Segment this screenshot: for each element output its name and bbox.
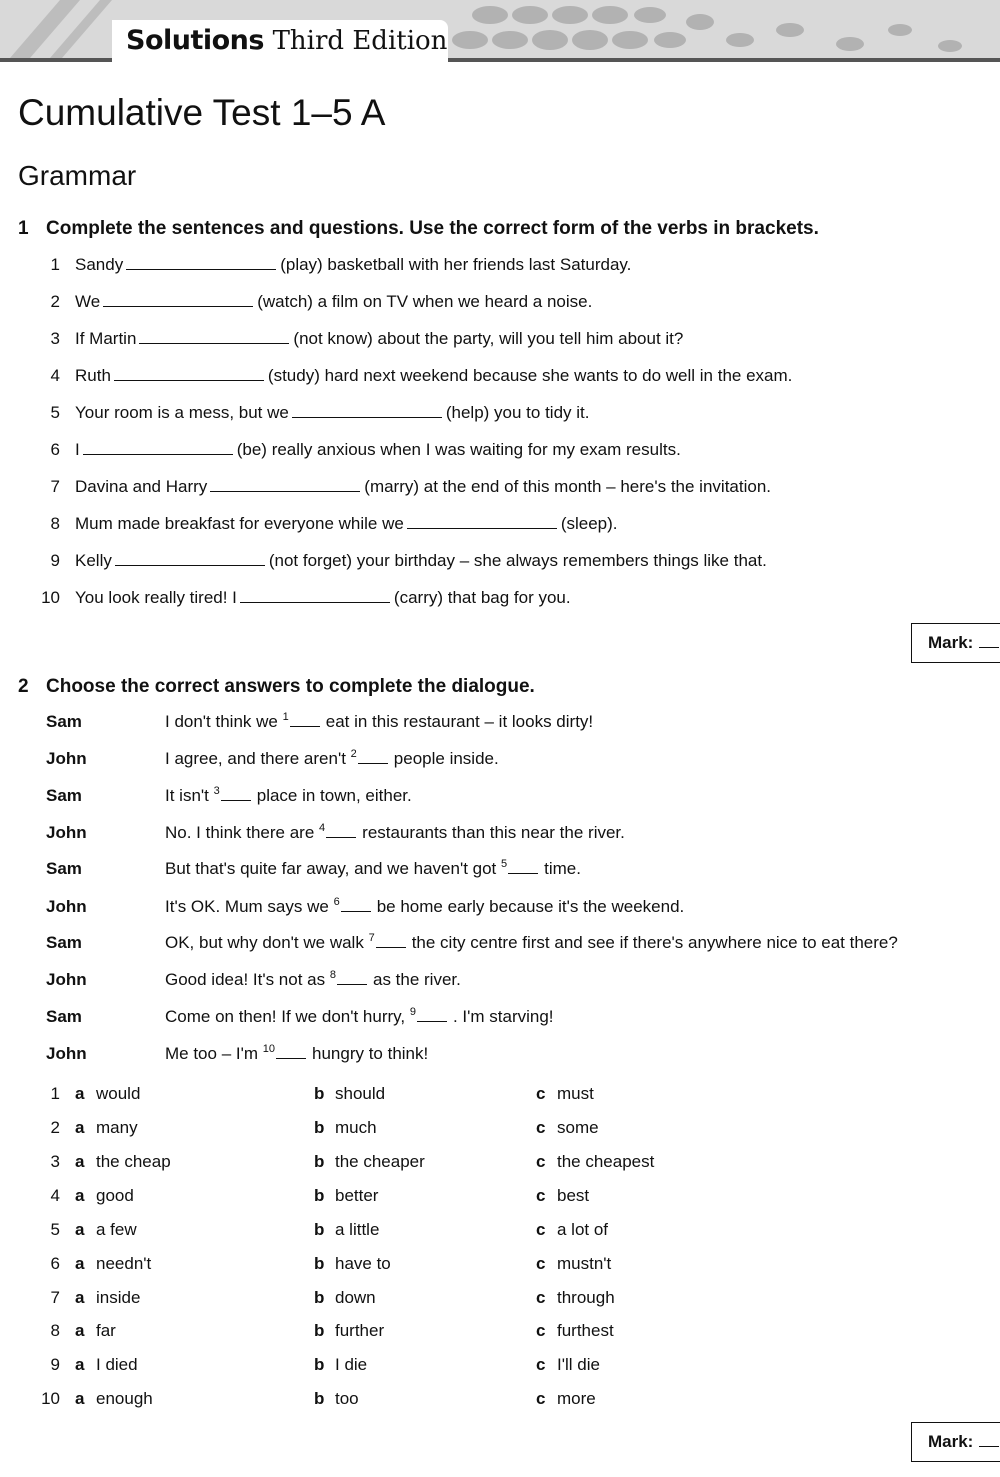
item-number: 5 bbox=[50, 403, 60, 422]
option-a[interactable] bbox=[75, 1151, 171, 1173]
sentence-end: (carry) that bag for you. bbox=[393, 588, 571, 607]
task1-mark-label: Mark: bbox=[928, 633, 974, 652]
gap-number: 7 bbox=[368, 932, 375, 944]
option-letter: c bbox=[536, 1355, 546, 1374]
line-start: Come on then! If we don't hurry, bbox=[165, 1007, 406, 1026]
sentence-end: (study) hard next weekend because she wants to do well in the exam. bbox=[267, 366, 793, 385]
option-number: 10 bbox=[41, 1389, 60, 1408]
page-title: Cumulative Test 1–5 A bbox=[18, 92, 386, 133]
answer-blank[interactable] bbox=[407, 513, 557, 529]
option-letter: c bbox=[536, 1288, 546, 1307]
option-text: enough bbox=[96, 1389, 153, 1408]
option-text: many bbox=[96, 1118, 138, 1137]
sentence-item bbox=[34, 439, 681, 461]
option-row bbox=[34, 1185, 734, 1207]
sentence-item bbox=[34, 513, 618, 535]
line-end: restaurants than this near the river. bbox=[362, 823, 625, 842]
speaker-name: John bbox=[46, 823, 87, 842]
item-number: 8 bbox=[50, 514, 60, 533]
gap-number: 1 bbox=[282, 711, 289, 723]
brand-edition: Third Edition bbox=[272, 26, 448, 56]
option-b[interactable] bbox=[314, 1320, 384, 1342]
task2-mark-label: Mark: bbox=[928, 1432, 974, 1451]
dialogue-gap[interactable] bbox=[358, 749, 388, 764]
option-a[interactable] bbox=[75, 1354, 138, 1376]
dialogue-gap[interactable] bbox=[290, 712, 320, 727]
sentence-start: We bbox=[75, 292, 101, 311]
option-text: furthest bbox=[557, 1321, 614, 1340]
answer-blank[interactable] bbox=[126, 254, 276, 270]
item-number: 3 bbox=[50, 329, 60, 348]
dialogue-line bbox=[46, 822, 625, 844]
speaker-name: Sam bbox=[46, 859, 82, 878]
sentence-item bbox=[34, 291, 592, 313]
line-start: But that's quite far away, and we haven't got bbox=[165, 859, 497, 878]
option-text: needn't bbox=[96, 1254, 152, 1273]
speaker-name: Sam bbox=[46, 933, 82, 952]
dialogue-line bbox=[46, 932, 898, 954]
speaker-name: Sam bbox=[46, 1007, 82, 1026]
option-text: a few bbox=[96, 1220, 137, 1239]
option-row bbox=[34, 1117, 734, 1139]
task2-mark-box bbox=[911, 1422, 1000, 1462]
option-a[interactable] bbox=[75, 1219, 137, 1241]
option-text: some bbox=[557, 1118, 599, 1137]
option-b[interactable] bbox=[314, 1253, 391, 1275]
option-text: much bbox=[335, 1118, 377, 1137]
option-a[interactable] bbox=[75, 1388, 153, 1410]
line-end: . I'm starving! bbox=[452, 1007, 554, 1026]
option-letter: b bbox=[314, 1118, 325, 1137]
line-end: be home early because it's the weekend. bbox=[376, 897, 685, 916]
line-end: as the river. bbox=[372, 970, 461, 989]
answer-blank[interactable] bbox=[83, 439, 233, 455]
option-c[interactable] bbox=[536, 1320, 614, 1342]
option-number: 3 bbox=[50, 1152, 60, 1171]
option-number: 9 bbox=[50, 1355, 60, 1374]
option-text: must bbox=[557, 1084, 594, 1103]
option-letter: b bbox=[314, 1220, 325, 1239]
option-text: I'll die bbox=[557, 1355, 600, 1374]
option-row bbox=[34, 1083, 734, 1105]
option-b[interactable] bbox=[314, 1354, 367, 1376]
option-number: 8 bbox=[50, 1321, 60, 1340]
option-letter: a bbox=[75, 1254, 85, 1273]
answer-blank[interactable] bbox=[210, 476, 360, 492]
option-letter: a bbox=[75, 1084, 85, 1103]
option-text: should bbox=[335, 1084, 386, 1103]
dialogue-line bbox=[46, 785, 412, 807]
option-letter: a bbox=[75, 1118, 85, 1137]
option-text: better bbox=[335, 1186, 379, 1205]
option-text: the cheapest bbox=[557, 1152, 655, 1171]
option-letter: c bbox=[536, 1152, 546, 1171]
sentence-item bbox=[34, 254, 631, 276]
dialogue-gap[interactable] bbox=[508, 859, 538, 874]
answer-blank[interactable] bbox=[103, 291, 253, 307]
option-c[interactable] bbox=[536, 1151, 654, 1173]
option-text: down bbox=[335, 1288, 376, 1307]
option-text: good bbox=[96, 1186, 134, 1205]
option-c[interactable] bbox=[536, 1287, 615, 1309]
task2-heading bbox=[18, 676, 535, 698]
sentence-item bbox=[34, 402, 589, 424]
option-c[interactable] bbox=[536, 1083, 594, 1105]
gap-number: 9 bbox=[409, 1006, 416, 1018]
sentence-start: Ruth bbox=[75, 366, 111, 385]
option-c[interactable] bbox=[536, 1117, 599, 1139]
option-b[interactable] bbox=[314, 1083, 385, 1105]
option-c[interactable] bbox=[536, 1219, 608, 1241]
sentence-end: (help) you to tidy it. bbox=[445, 403, 590, 422]
answer-blank[interactable] bbox=[240, 587, 390, 603]
sentence-start: I bbox=[75, 440, 80, 459]
gap-number: 10 bbox=[262, 1043, 275, 1055]
option-letter: b bbox=[314, 1152, 325, 1171]
item-number: 10 bbox=[41, 588, 60, 607]
dialogue-line bbox=[46, 711, 593, 733]
speaker-name: John bbox=[46, 749, 87, 768]
line-end: the city centre first and see if there's anywhere nice to eat there? bbox=[411, 933, 898, 952]
option-b[interactable] bbox=[314, 1388, 359, 1410]
option-letter: a bbox=[75, 1321, 85, 1340]
gap-number: 2 bbox=[350, 748, 357, 760]
answer-blank[interactable] bbox=[114, 365, 264, 381]
sentence-end: (watch) a film on TV when we heard a noise. bbox=[257, 292, 593, 311]
option-letter: c bbox=[536, 1186, 546, 1205]
dialogue-gap[interactable] bbox=[341, 897, 371, 912]
line-end: place in town, either. bbox=[256, 786, 412, 805]
sentence-item bbox=[34, 476, 771, 498]
dialogue-gap[interactable] bbox=[221, 786, 251, 801]
option-text: through bbox=[557, 1288, 615, 1307]
option-c[interactable] bbox=[536, 1388, 596, 1410]
sentence-end: (be) really anxious when I was waiting for my exam results. bbox=[236, 440, 681, 459]
speaker-name: Sam bbox=[46, 712, 82, 731]
option-b[interactable] bbox=[314, 1151, 425, 1173]
option-letter: b bbox=[314, 1355, 325, 1374]
brand-logo bbox=[112, 20, 448, 62]
task1-number: 1 bbox=[18, 218, 29, 239]
item-number: 2 bbox=[50, 292, 60, 311]
dialogue-line bbox=[46, 748, 499, 770]
item-number: 4 bbox=[50, 366, 60, 385]
dialogue-gap[interactable] bbox=[337, 970, 367, 985]
option-row bbox=[34, 1320, 734, 1342]
option-letter: b bbox=[314, 1186, 325, 1205]
brand-name: Solutions bbox=[126, 25, 264, 56]
sentence-start: Your room is a mess, but we bbox=[75, 403, 289, 422]
gap-number: 5 bbox=[501, 858, 508, 870]
option-letter: b bbox=[314, 1288, 325, 1307]
dialogue-line bbox=[46, 969, 461, 991]
line-start: No. I think there are bbox=[165, 823, 315, 842]
option-number: 7 bbox=[50, 1288, 60, 1307]
section-title: Grammar bbox=[18, 160, 137, 191]
option-text: a lot of bbox=[557, 1220, 609, 1239]
sentence-end: (not forget) your birthday – she always remembers things like that. bbox=[268, 551, 767, 570]
task1-heading bbox=[18, 218, 819, 240]
dialogue-line bbox=[46, 1006, 554, 1028]
option-text: I die bbox=[335, 1355, 368, 1374]
line-end: time. bbox=[544, 859, 581, 878]
item-number: 1 bbox=[50, 255, 60, 274]
dialogue-gap[interactable] bbox=[276, 1044, 306, 1059]
sentence-start: Davina and Harry bbox=[75, 477, 208, 496]
option-row bbox=[34, 1287, 734, 1309]
option-text: too bbox=[335, 1389, 359, 1408]
dialogue-gap[interactable] bbox=[326, 823, 356, 838]
dialogue-line bbox=[46, 858, 581, 880]
dialogue-gap[interactable] bbox=[376, 933, 406, 948]
dialogue-line bbox=[46, 896, 684, 918]
dialogue-gap[interactable] bbox=[417, 1007, 447, 1022]
option-text: would bbox=[96, 1084, 141, 1103]
option-letter: b bbox=[314, 1321, 325, 1340]
item-number: 9 bbox=[50, 551, 60, 570]
option-c[interactable] bbox=[536, 1253, 611, 1275]
line-end: people inside. bbox=[393, 749, 499, 768]
sentence-end: (play) basketball with her friends last Saturday. bbox=[280, 255, 632, 274]
task1-instruction: Complete the sentences and questions. Use the correct form of the verbs in brackets. bbox=[46, 218, 819, 239]
option-text: I died bbox=[96, 1355, 138, 1374]
option-text: more bbox=[557, 1389, 596, 1408]
option-a[interactable] bbox=[75, 1320, 116, 1342]
line-end: hungry to think! bbox=[312, 1044, 429, 1063]
sentence-end: (not know) about the party, will you tell him about it? bbox=[293, 329, 684, 348]
option-b[interactable] bbox=[314, 1219, 379, 1241]
option-text: the cheaper bbox=[335, 1152, 425, 1171]
speaker-name: John bbox=[46, 897, 87, 916]
option-row bbox=[34, 1388, 734, 1410]
option-row bbox=[34, 1354, 734, 1376]
speaker-name: Sam bbox=[46, 786, 82, 805]
option-number: 1 bbox=[50, 1084, 60, 1103]
answer-blank[interactable] bbox=[292, 402, 442, 418]
sentence-start: If Martin bbox=[75, 329, 137, 348]
option-c[interactable] bbox=[536, 1185, 589, 1207]
option-letter: a bbox=[75, 1220, 85, 1239]
sentence-item bbox=[34, 550, 767, 572]
option-letter: c bbox=[536, 1118, 546, 1137]
line-end: eat in this restaurant – it looks dirty! bbox=[325, 712, 594, 731]
line-start: I don't think we bbox=[165, 712, 278, 731]
option-letter: c bbox=[536, 1220, 546, 1239]
sentence-start: Kelly bbox=[75, 551, 112, 570]
option-text: far bbox=[96, 1321, 116, 1340]
option-letter: b bbox=[314, 1254, 325, 1273]
gap-number: 4 bbox=[319, 822, 326, 834]
line-start: Good idea! It's not as bbox=[165, 970, 326, 989]
option-row bbox=[34, 1219, 734, 1241]
sentence-start: Mum made breakfast for everyone while we bbox=[75, 514, 404, 533]
option-number: 4 bbox=[50, 1186, 60, 1205]
option-text: best bbox=[557, 1186, 590, 1205]
page-header bbox=[0, 0, 1000, 62]
option-letter: a bbox=[75, 1152, 85, 1171]
option-row bbox=[34, 1253, 734, 1275]
speaker-name: John bbox=[46, 1044, 87, 1063]
gap-number: 6 bbox=[333, 896, 340, 908]
speaker-name: John bbox=[46, 970, 87, 989]
option-letter: b bbox=[314, 1084, 325, 1103]
dialogue-line bbox=[46, 1043, 428, 1065]
sentence-item bbox=[34, 328, 683, 350]
gap-number: 3 bbox=[213, 785, 220, 797]
sentence-item bbox=[34, 587, 571, 609]
sentence-end: (marry) at the end of this month – here's the invitation. bbox=[364, 477, 772, 496]
option-letter: c bbox=[536, 1254, 546, 1273]
option-a[interactable] bbox=[75, 1253, 151, 1275]
option-a[interactable] bbox=[75, 1287, 140, 1309]
option-letter: c bbox=[536, 1084, 546, 1103]
option-a[interactable] bbox=[75, 1117, 138, 1139]
sentence-item bbox=[34, 365, 792, 387]
option-text: mustn't bbox=[557, 1254, 612, 1273]
line-start: It's OK. Mum says we bbox=[165, 897, 329, 916]
answer-blank[interactable] bbox=[139, 328, 289, 344]
item-number: 7 bbox=[50, 477, 60, 496]
option-letter: a bbox=[75, 1186, 85, 1205]
option-letter: b bbox=[314, 1389, 325, 1408]
answer-blank[interactable] bbox=[115, 550, 265, 566]
option-a[interactable] bbox=[75, 1083, 140, 1105]
task2-number: 2 bbox=[18, 676, 29, 697]
option-text: the cheap bbox=[96, 1152, 171, 1171]
option-number: 2 bbox=[50, 1118, 60, 1137]
line-start: OK, but why don't we walk bbox=[165, 933, 364, 952]
option-letter: a bbox=[75, 1288, 85, 1307]
option-c[interactable] bbox=[536, 1354, 600, 1376]
sentence-start: You look really tired! I bbox=[75, 588, 237, 607]
option-row bbox=[34, 1151, 734, 1173]
line-start: Me too – I'm bbox=[165, 1044, 259, 1063]
gap-number: 8 bbox=[329, 969, 336, 981]
line-start: I agree, and there aren't bbox=[165, 749, 346, 768]
option-letter: a bbox=[75, 1355, 85, 1374]
option-text: further bbox=[335, 1321, 385, 1340]
option-text: a little bbox=[335, 1220, 380, 1239]
line-start: It isn't bbox=[165, 786, 209, 805]
option-number: 6 bbox=[50, 1254, 60, 1273]
option-letter: c bbox=[536, 1389, 546, 1408]
option-a[interactable] bbox=[75, 1185, 134, 1207]
option-text: have to bbox=[335, 1254, 391, 1273]
task1-mark-box bbox=[911, 623, 1000, 663]
option-letter: c bbox=[536, 1321, 546, 1340]
option-text: inside bbox=[96, 1288, 141, 1307]
sentence-start: Sandy bbox=[75, 255, 124, 274]
option-number: 5 bbox=[50, 1220, 60, 1239]
option-b[interactable] bbox=[314, 1117, 377, 1139]
item-number: 6 bbox=[50, 440, 60, 459]
sentence-end: (sleep). bbox=[560, 514, 618, 533]
option-letter: a bbox=[75, 1389, 85, 1408]
option-b[interactable] bbox=[314, 1185, 378, 1207]
option-b[interactable] bbox=[314, 1287, 376, 1309]
task2-instruction: Choose the correct answers to complete the dialogue. bbox=[46, 676, 535, 697]
